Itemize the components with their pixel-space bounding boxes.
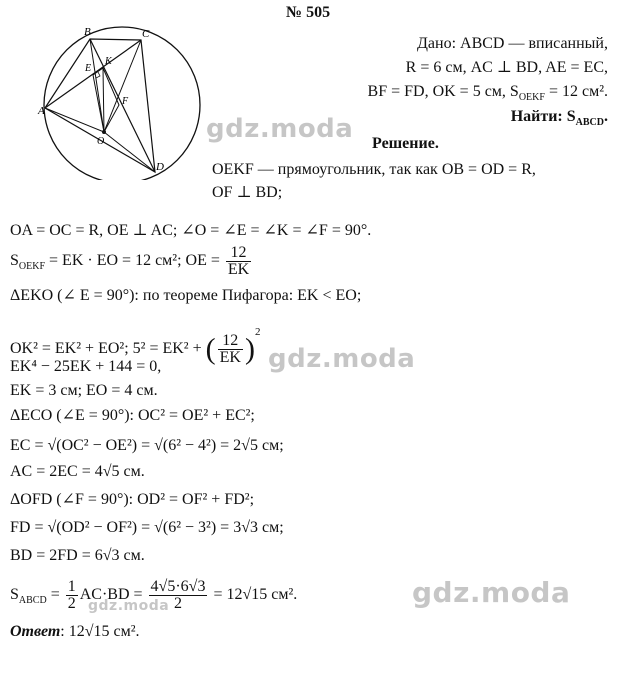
- square-exponent: 2: [254, 326, 261, 338]
- line-4: [10, 244, 253, 284]
- line-13: FD = √(OD² − OF²) = √(6² − 3²) = 3√3 см;: [10, 519, 284, 536]
- line-15-result: = 12√15 см².: [209, 586, 298, 603]
- find-text: Найти: S: [510, 108, 576, 125]
- line-11: AC = 2EC = 4√5 см.: [10, 463, 145, 480]
- label-e: E: [85, 63, 92, 74]
- geometry-diagram: [18, 20, 228, 180]
- area-abcd-subscript: ABCD: [18, 595, 47, 607]
- line-3: OA = OC = R, OE ⊥ AC; ∠O = ∠E = ∠K = ∠F = 90°.: [10, 222, 372, 239]
- area-abcd-symbol: S: [10, 586, 19, 603]
- watermark-1: gdz.moda: [206, 114, 354, 144]
- line-14: BD = 2FD = 6√3 см.: [10, 547, 145, 564]
- fraction-12-ek-2: [218, 333, 243, 366]
- product-numerator: 4√5·6√3: [150, 577, 206, 595]
- answer-label: Ответ: [10, 623, 61, 640]
- label-d: D: [156, 161, 164, 173]
- line-8: EK = 3 см; EO = 4 см.: [10, 382, 158, 399]
- answer-value: : 12√15 см².: [60, 623, 140, 640]
- fraction-numerator-2: 12: [218, 333, 243, 350]
- line-2: OF ⊥ BD;: [212, 184, 283, 201]
- given-text-2: R = 6 см, AC ⊥ BD, AE = EC,: [405, 59, 608, 76]
- fraction-one-half: [66, 579, 78, 612]
- watermark-4: gdz.moda: [88, 598, 170, 614]
- given-text-3: BF = FD, OK = 5 см, S: [367, 83, 519, 100]
- line-9: ΔECO (∠E = 90°): OC² = OE² + EC²;: [10, 407, 255, 424]
- problem-number: № 505: [286, 4, 331, 21]
- close-paren: ): [244, 332, 255, 366]
- fraction-denominator: EK: [227, 260, 250, 278]
- line-7: EK⁴ − 25EK + 144 = 0,: [10, 358, 162, 375]
- line-6-text: OK² = EK² + EO²; 5² = EK² +: [10, 340, 206, 357]
- label-k: K: [105, 56, 112, 67]
- find-line: [511, 107, 608, 133]
- given-text-1: Дано: ABCD — вписанный,: [417, 35, 608, 52]
- segment-oe: [93, 75, 104, 132]
- fraction-numerator: 12: [226, 245, 251, 262]
- find-subscript: ABCD: [575, 117, 604, 129]
- open-paren: (: [205, 332, 216, 366]
- area-subscript: OEKF: [18, 261, 46, 273]
- line-4-text: = EK · EO = 12 см²; OE =: [45, 252, 224, 269]
- label-c: C: [142, 28, 150, 40]
- given-line-3: [368, 82, 608, 108]
- segment-oa: [45, 108, 104, 132]
- fraction-12-ek: [226, 245, 251, 278]
- solution-heading: Решение.: [372, 135, 439, 152]
- line-12: ΔOFD (∠F = 90°): OD² = OF² + FD²;: [10, 491, 255, 508]
- label-f: F: [122, 96, 129, 107]
- line-15-text: AC·BD =: [79, 586, 147, 603]
- label-b: B: [84, 26, 91, 38]
- line-1: OEKF — прямоугольник, так как OB = OD = R,: [212, 161, 536, 178]
- center-point: [102, 130, 106, 134]
- area-symbol: S: [10, 252, 19, 269]
- find-end: .: [604, 108, 608, 125]
- given-subscript: OEKF: [518, 92, 545, 104]
- given-line-1: [417, 34, 608, 54]
- line-5: ΔEKO (∠ E = 90°): по теореме Пифагора: EK < EO;: [10, 287, 362, 304]
- watermark-2: gdz.moda: [268, 344, 416, 374]
- label-o: O: [97, 136, 105, 147]
- given-line-2: [406, 58, 608, 78]
- fraction-denominator-2: EK: [219, 348, 241, 366]
- equals-1: =: [46, 586, 64, 603]
- product-denominator: 2: [173, 594, 182, 612]
- given-text-3-end: = 12 см².: [544, 83, 608, 100]
- label-a: A: [38, 105, 45, 117]
- segment-od: [104, 132, 155, 172]
- segment-ok: [103, 68, 104, 132]
- answer-line: [10, 622, 140, 642]
- half-denominator: 2: [67, 594, 76, 612]
- line-10: EC = √(OC² − OE²) = √(6² − 4²) = 2√5 см;: [10, 437, 284, 454]
- half-numerator: 1: [67, 577, 76, 595]
- watermark-3: gdz.moda: [412, 576, 571, 609]
